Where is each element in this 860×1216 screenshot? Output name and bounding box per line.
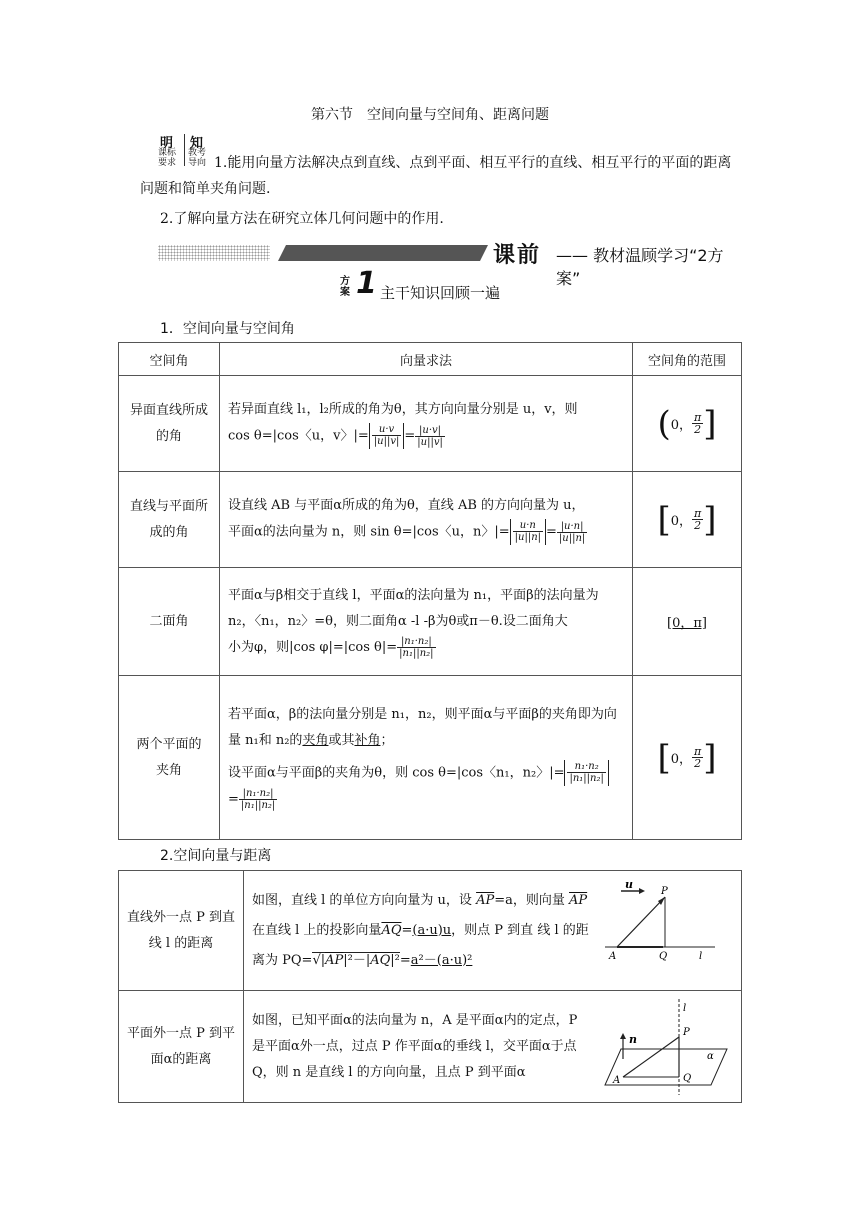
formula-prefix: cos θ=|cos〈u，v〉|= <box>228 428 369 444</box>
fangan-label: 方案 <box>340 276 350 298</box>
frac-num: |u·v| <box>415 425 445 437</box>
method-line-text: 若平面α，β的法向量分别是 n₁，n₂，则平面α与平面β的夹角即为向量 n₁和 n₂的 <box>228 707 617 749</box>
fangan-number: 1 <box>356 266 377 301</box>
range-lower: 0， <box>670 418 693 433</box>
frac-num: |u·n| <box>557 521 587 533</box>
range-lower: 0， <box>670 514 693 529</box>
formula-prefix: 设平面α与平面β的夹角为θ，则 cos θ=|cos〈n₁，n₂〉|= <box>228 765 565 781</box>
fig-label-q: Q <box>683 1073 692 1084</box>
table-row <box>119 376 742 472</box>
banner-subtitle: —— 教材温顾学习“2方案” <box>556 246 724 288</box>
distance-method <box>244 871 742 991</box>
equals: = <box>228 791 239 807</box>
range-right-bracket: ] <box>703 499 717 540</box>
distance-name <box>119 991 244 1103</box>
semicolon: ； <box>380 733 394 749</box>
banner-dots <box>158 245 270 261</box>
section-banner <box>158 240 738 288</box>
badge-yq: 要求 <box>158 158 177 168</box>
banner-keqian: 课前 <box>493 243 542 268</box>
section2-title: 2.空间向量与距离 <box>160 848 272 864</box>
angle-name <box>119 676 220 840</box>
abs-bar <box>369 423 405 449</box>
badge-dx: 导向 <box>188 158 207 168</box>
frac-den: |u||v| <box>417 436 443 448</box>
angle-range <box>633 568 742 676</box>
sqrt-radicand: $√|\overline{AP}|^2-|\overline{AQ}|^2$ <box>312 952 400 968</box>
fig-label-q: Q <box>659 951 668 961</box>
fig-label-l: l <box>699 951 703 961</box>
table-header-row <box>119 343 742 376</box>
range-lower: 0， <box>670 752 693 767</box>
vector-ap: $\overline{AP}$ <box>569 892 588 908</box>
vector-ap: $\overline{AP}$ <box>476 892 495 908</box>
vector-ap: $\overline{AP}$ <box>325 952 344 968</box>
vector-aq: $\overline{AQ}$ <box>370 952 391 968</box>
banner-bar <box>278 245 488 261</box>
fig-label-n: n <box>629 1033 637 1046</box>
frac-num: π <box>694 411 702 424</box>
distance-name-text: 直线外一点 P 到直线 l 的距离 <box>126 909 235 951</box>
frac-den: |u||n| <box>558 532 586 544</box>
frac-den: |u||n| <box>514 532 542 544</box>
range-interval: [0，π] <box>667 616 707 631</box>
frac-num: |n₁·n₂| <box>397 636 435 648</box>
abs-bar <box>510 519 546 545</box>
equals: = <box>404 428 416 444</box>
table-row <box>119 871 742 991</box>
fig-label-l: l <box>683 1003 687 1014</box>
frac-num: u·n <box>513 520 543 532</box>
abs-bar <box>564 760 608 786</box>
angle-name-text: 异面直线所成的角 <box>129 402 208 444</box>
text-part: 线 l 的距离为 PQ= <box>252 922 589 968</box>
frac-den: |n₁||n₂| <box>240 799 276 811</box>
angle-name <box>119 472 220 568</box>
text-part: =a，则向量 <box>494 892 565 908</box>
method-formula-cont <box>228 787 624 813</box>
connector: 或其 <box>328 733 355 749</box>
range-right-bracket: ] <box>703 403 717 444</box>
method-formula <box>228 635 624 661</box>
sqrt-part: |² <box>390 952 400 968</box>
formula-prefix: 小为φ，则|cos φ|=|cos θ|= <box>228 639 398 655</box>
range-interval <box>657 499 717 540</box>
equals: = <box>546 524 557 540</box>
text-part: = <box>401 922 413 938</box>
formula-prefix: 平面α的法向量为 n，则 sin θ=|cos〈u，n〉|= <box>228 524 510 540</box>
badge-zhi: 知 <box>190 136 204 151</box>
fangan-text: 主干知识回顾一遍 <box>380 284 501 302</box>
method-line: 若异面直线 l₁，l₂所成的角为θ，其方向向量分别是 u，v，则 <box>228 402 578 418</box>
distance-name-text: 平面外一点 P 到平面α的距离 <box>126 1025 235 1067</box>
method-text <box>252 886 591 976</box>
frac-den: |u||v| <box>373 436 400 448</box>
badge-kb: 课标 <box>158 148 177 158</box>
table-row <box>119 568 742 676</box>
distance-table <box>118 870 742 1103</box>
vector-aq: $\overline{AQ}$ <box>381 922 402 938</box>
col-header-method: 向量求法 <box>220 343 633 376</box>
frac-den: 2 <box>694 519 702 532</box>
frac-den: |n₁||n₂| <box>399 647 434 659</box>
angle-name-text: 直线与平面所成的角 <box>129 498 208 540</box>
table-row <box>119 472 742 568</box>
text-part: ，则点 P 到直 <box>451 922 534 938</box>
col-header-angle: 空间角 <box>119 343 220 376</box>
range-left-bracket: [ <box>657 737 671 778</box>
range-interval <box>657 403 717 444</box>
fig-label-p: P <box>683 1027 690 1038</box>
sqrt-part: | <box>320 952 326 968</box>
frac-den: 2 <box>694 757 702 770</box>
equals: = <box>399 952 411 968</box>
method-line: 平面α与β相交于直线 l，平面α的法向量为 n₁，平面β的法向量为 n₂，〈n₁，n₂〉=θ，则二面角α -l -β为θ或π－θ.设二面角大 <box>228 587 599 629</box>
badge-jk: 教考 <box>188 148 207 158</box>
distance-method <box>244 991 742 1103</box>
angle-range <box>633 676 742 840</box>
frac-den: 2 <box>694 423 702 436</box>
text-part: 在直线 l 上的投影向量 <box>252 922 382 938</box>
fig-label-p: P <box>661 886 668 897</box>
fig-label-a: A <box>609 951 617 961</box>
method-line: 设直线 AB 与平面α所成的角为θ，直线 AB 的方向向量为 u， <box>228 498 585 514</box>
answer-bujiao: 补角 <box>354 733 381 749</box>
angle-name: 二面角 <box>119 568 220 676</box>
range-left-bracket: ( <box>657 403 671 444</box>
intro-item-2: 2.了解向量方法在研究立体几何问题中的作用. <box>160 211 444 227</box>
point-plane-figure <box>601 995 733 1099</box>
frac-num: n₁·n₂ <box>567 761 605 773</box>
page-title: 第六节 空间向量与空间角、距离问题 <box>311 107 549 123</box>
range-right-bracket: ] <box>703 737 717 778</box>
answer-distance: a²－(a·u)² <box>410 952 473 968</box>
col-header-range: 空间角的范围 <box>633 343 742 376</box>
frac-num: π <box>694 745 702 758</box>
text-part: 如图，直线 l 的单位方向向量为 u，设 <box>252 892 472 908</box>
point-line-figure <box>603 881 727 961</box>
range-interval <box>657 737 717 778</box>
angle-method <box>220 676 633 840</box>
frac-num: π <box>694 507 702 520</box>
angle-table <box>118 342 742 840</box>
angle-method <box>220 376 633 472</box>
angle-name-text: 两个平面的夹角 <box>136 736 202 778</box>
method-formula <box>228 423 624 450</box>
fig-label-a: A <box>613 1075 621 1086</box>
sqrt-part: |²－| <box>343 952 371 968</box>
method-formula <box>228 760 624 787</box>
intro-item-1: 1.能用向量方法解决点到直线、点到平面、相互平行的直线、相互平行的平面的距离问题和简单夹角问题. <box>140 155 732 197</box>
frac-num: u·v <box>372 424 402 436</box>
method-text: 如图，已知平面α的法向量为 n，A 是平面α内的定点，P 是平面α外一点，过点 P 作平面α的垂线 l，交平面α于点 Q，则 n 是直线 l 的方向向量，且点 P 到平面α <box>252 1012 578 1080</box>
table-row <box>119 676 742 840</box>
angle-range <box>633 376 742 472</box>
angle-method <box>220 568 633 676</box>
frac-num: |n₁·n₂| <box>239 788 277 800</box>
method-line <box>228 702 624 754</box>
table-row <box>119 991 742 1103</box>
range-left-bracket: [ <box>657 499 671 540</box>
angle-method <box>220 472 633 568</box>
answer-projection: (a·u)u <box>412 922 452 938</box>
fig-label-u: u <box>625 881 633 891</box>
frac-den: |n₁||n₂| <box>569 773 604 785</box>
section1-title: 1．空间向量与空间角 <box>160 321 295 337</box>
method-formula <box>228 519 624 546</box>
fig-label-alpha: α <box>707 1051 714 1062</box>
angle-name <box>119 376 220 472</box>
angle-range <box>633 472 742 568</box>
badge-ming: 明 <box>160 136 174 151</box>
distance-name <box>119 871 244 991</box>
answer-jiajiao: 夹角 <box>302 733 329 749</box>
